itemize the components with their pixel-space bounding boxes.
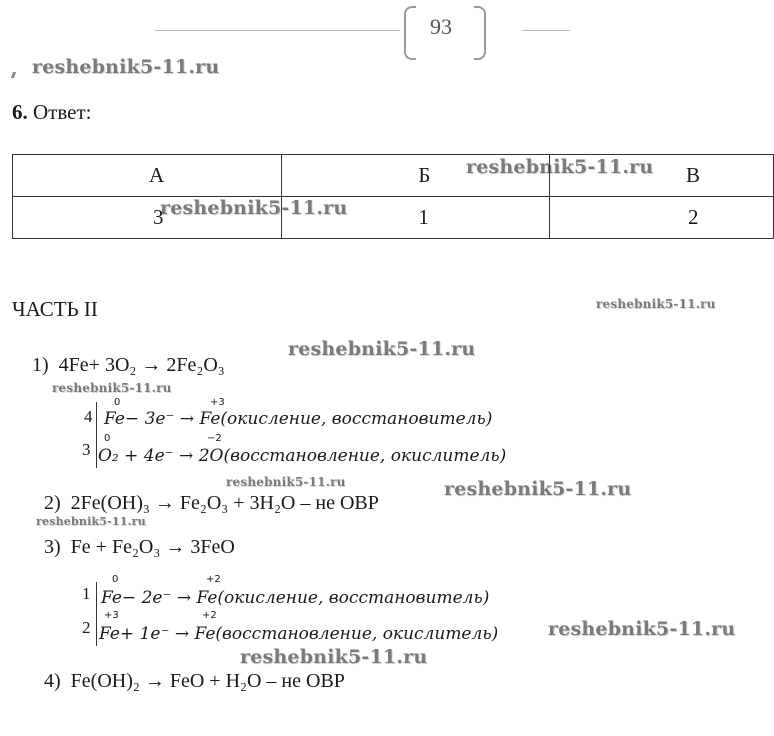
half-reaction: Fe− 3e⁻ → Fe(окисление, восстановитель): [104, 409, 493, 429]
watermark: reshebnik5-11.ru: [226, 475, 346, 489]
task-label: Ответ:: [33, 100, 92, 124]
watermark: reshebnik5-11.ru: [596, 297, 716, 311]
page-number: 93: [430, 14, 452, 39]
value-a: 3: [13, 197, 282, 239]
page-number-bracket-left: [404, 6, 416, 60]
equation: Fe(OH)₂ → FeO + H₂O – не ОВР: [70, 670, 345, 692]
value-b: 1: [282, 197, 550, 239]
answer-table: [12, 154, 774, 239]
task-6-heading: [12, 100, 91, 125]
item-1: [32, 354, 225, 377]
watermark: reshebnik5-11.ru: [240, 646, 428, 668]
item-number: 4): [44, 670, 61, 692]
value-v: 2: [549, 197, 773, 239]
oxidation-state: 0: [104, 433, 111, 444]
oxidation-state: −2: [207, 433, 222, 444]
coefficient: 2: [82, 618, 91, 637]
item-2: [44, 492, 379, 515]
table-value-row: [13, 197, 774, 239]
watermark: reshebnik5-11.ru: [36, 515, 146, 528]
item-number: 3): [44, 536, 61, 558]
watermark: reshebnik5-11.ru: [160, 197, 348, 219]
half-reaction: Fe− 2e⁻ → Fe(окисление, восстановитель): [101, 588, 490, 608]
coefficient: 4: [84, 407, 93, 426]
item-number: 2): [44, 492, 61, 514]
oxidation-state: +3: [104, 610, 119, 621]
header-a: А: [13, 155, 282, 197]
balance-bar: [96, 402, 97, 468]
watermark: reshebnik5-11.ru: [52, 381, 172, 395]
equation: Fe + Fe₂O₃ → 3FeO: [70, 536, 235, 558]
oxidation-state: 0: [112, 574, 119, 585]
task-number: 6.: [12, 100, 28, 124]
item-4: [44, 670, 345, 693]
watermark: reshebnik5-11.ru: [466, 156, 654, 178]
part-2-title: ЧАСТЬ II: [12, 297, 98, 321]
balance-bar: [96, 582, 97, 646]
header-b: Б: [282, 155, 550, 197]
header-rule-right: [522, 30, 570, 31]
coefficient: 3: [82, 440, 91, 459]
header-v: В: [549, 155, 773, 197]
oxidation-state: 0: [114, 397, 121, 408]
watermark: reshebnik5-11.ru: [444, 478, 632, 500]
oxidation-state: +2: [202, 610, 217, 621]
watermark: reshebnik5-11.ru: [548, 618, 736, 640]
item-3: [44, 536, 235, 559]
scan-mark: [11, 72, 16, 78]
watermark: reshebnik5-11.ru: [32, 56, 220, 78]
header-rule-left: [155, 30, 400, 31]
coefficient: 1: [82, 584, 91, 603]
equation: 2Fe(OH)₃ → Fe₂O₃ + 3H₂O – не ОВР: [70, 492, 379, 514]
half-reaction: Fe+ 1e⁻ → Fe(восстановление, окислитель): [99, 624, 499, 644]
table-header-row: [13, 155, 774, 197]
half-reaction: O₂ + 4e⁻ → 2O(восстановление, окислитель): [98, 446, 507, 466]
watermark: reshebnik5-11.ru: [288, 338, 476, 360]
equation: 4Fe+ 3O₂ → 2Fe₂O₃: [58, 354, 225, 376]
oxidation-state: +2: [206, 574, 221, 585]
oxidation-state: +3: [210, 397, 225, 408]
item-number: 1): [32, 354, 49, 376]
page-number-bracket-right: [474, 6, 486, 60]
